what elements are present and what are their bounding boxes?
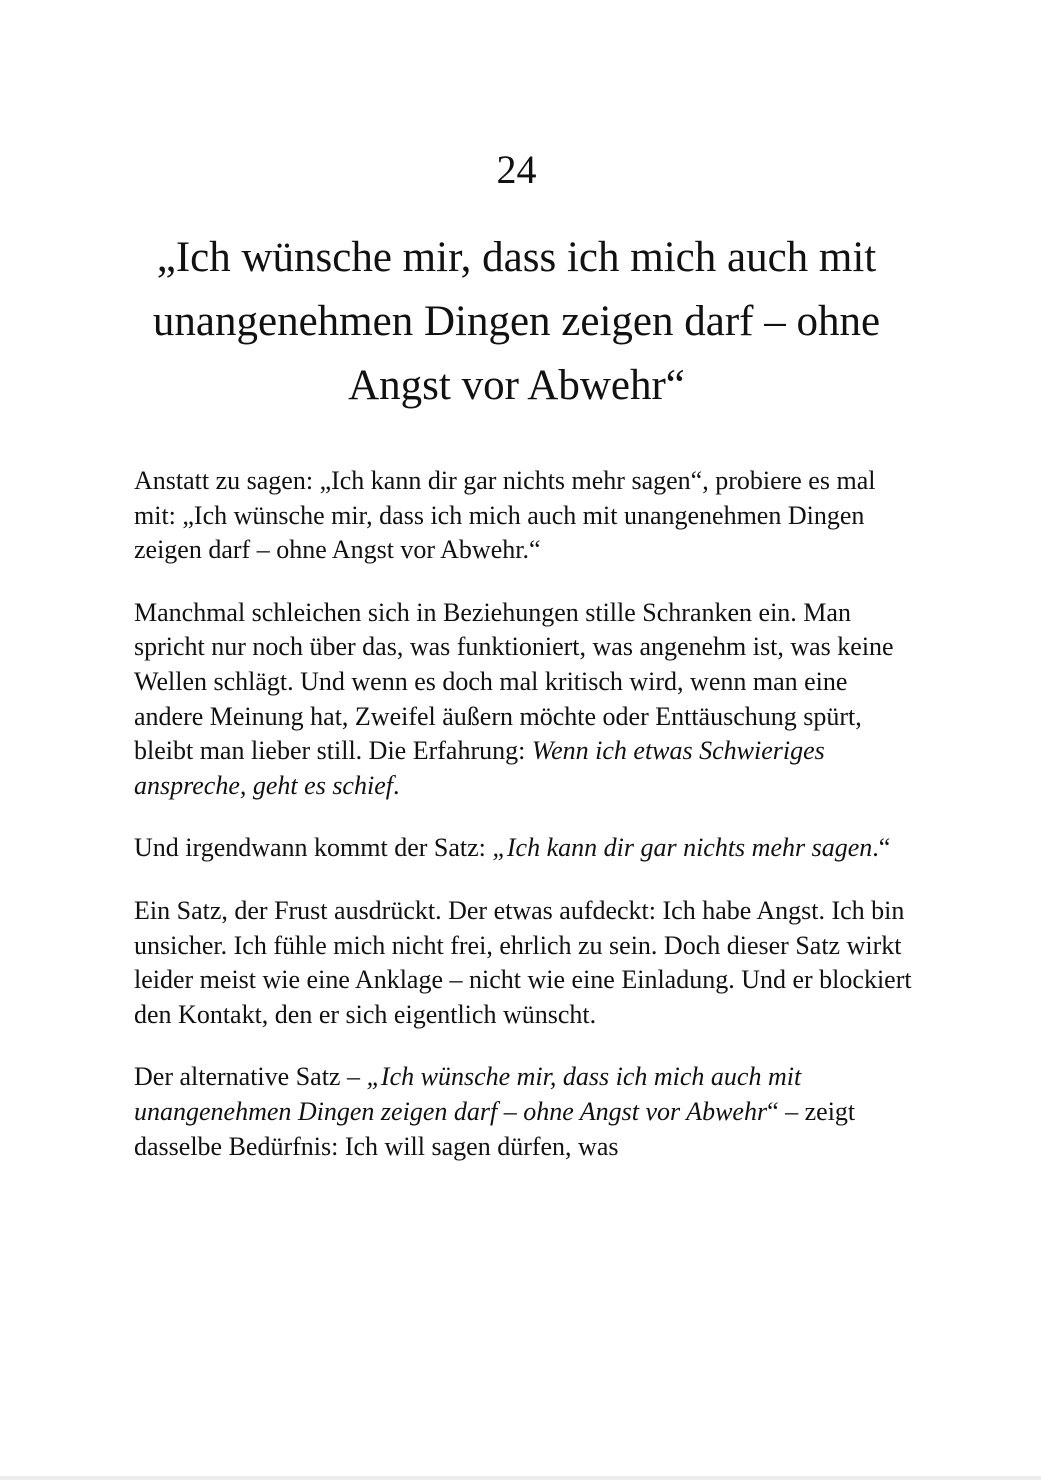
body-paragraph xyxy=(134,831,914,866)
text-run: Der alternative Satz – xyxy=(134,1062,367,1092)
italic-text-run: „Ich wünsche mir, dass ich mich auch mit unangenehmen Dingen zeigen darf – ohne Angst vor Abwehr xyxy=(134,1062,802,1126)
page-bottom-divider xyxy=(0,1476,1041,1480)
body-text xyxy=(134,464,914,1192)
body-paragraph xyxy=(134,894,914,1032)
text-run: .“ xyxy=(872,833,891,863)
chapter-number: 24 xyxy=(496,147,537,192)
text-run: Und irgendwann kommt der Satz: xyxy=(134,833,493,863)
text-run: “ – zeigt dasselbe Bedürfnis: Ich will sagen dürfen, was xyxy=(134,1096,856,1161)
text-run: Manchmal schleichen sich in Beziehungen stille Schranken ein. Man spricht nur noch über das, was funktioniert, was angenehm ist, was keine Wellen schlägt. Und wenn es doch mal kritisch wird, wenn man eine andere Meinung hat, Zweifel äußern möchte oder Enttäuschung spürt, bleibt man lieber still. Die Erfahrung: xyxy=(134,597,894,766)
body-paragraph xyxy=(134,596,914,804)
body-paragraph xyxy=(134,1060,914,1164)
text-run: Anstatt zu sagen: „Ich kann dir gar nichts mehr sagen“, probiere es mal mit: „Ich wünsche mir, dass ich mich auch mit unangenehmen Dingen zeigen darf – ohne Angst vor Abwehr.“ xyxy=(134,466,876,565)
body-paragraph xyxy=(134,464,914,568)
text-run: . xyxy=(392,770,400,800)
italic-text-run: „Ich kann dir gar nichts mehr sagen xyxy=(492,833,873,863)
text-run: Ein Satz, der Frust ausdrückt. Der etwas aufdeckt: Ich habe Angst. Ich bin unsicher. Ich fühle mich nicht frei, ehrlich zu sein. Doch dieser Satz wirkt leider meist wie eine Anklage – nicht wie eine Einladung. Und er blockiert den Kontakt, den er sich eigentlich wünscht. xyxy=(134,895,912,1029)
chapter-title: „Ich wünsche mir, dass ich mich auch mit unangenehmen Dingen zeigen darf – ohne Angst vor Abwehr“ xyxy=(152,234,881,409)
italic-text-run: Wenn ich etwas Schwieriges anspreche, geht es schief xyxy=(134,736,825,800)
